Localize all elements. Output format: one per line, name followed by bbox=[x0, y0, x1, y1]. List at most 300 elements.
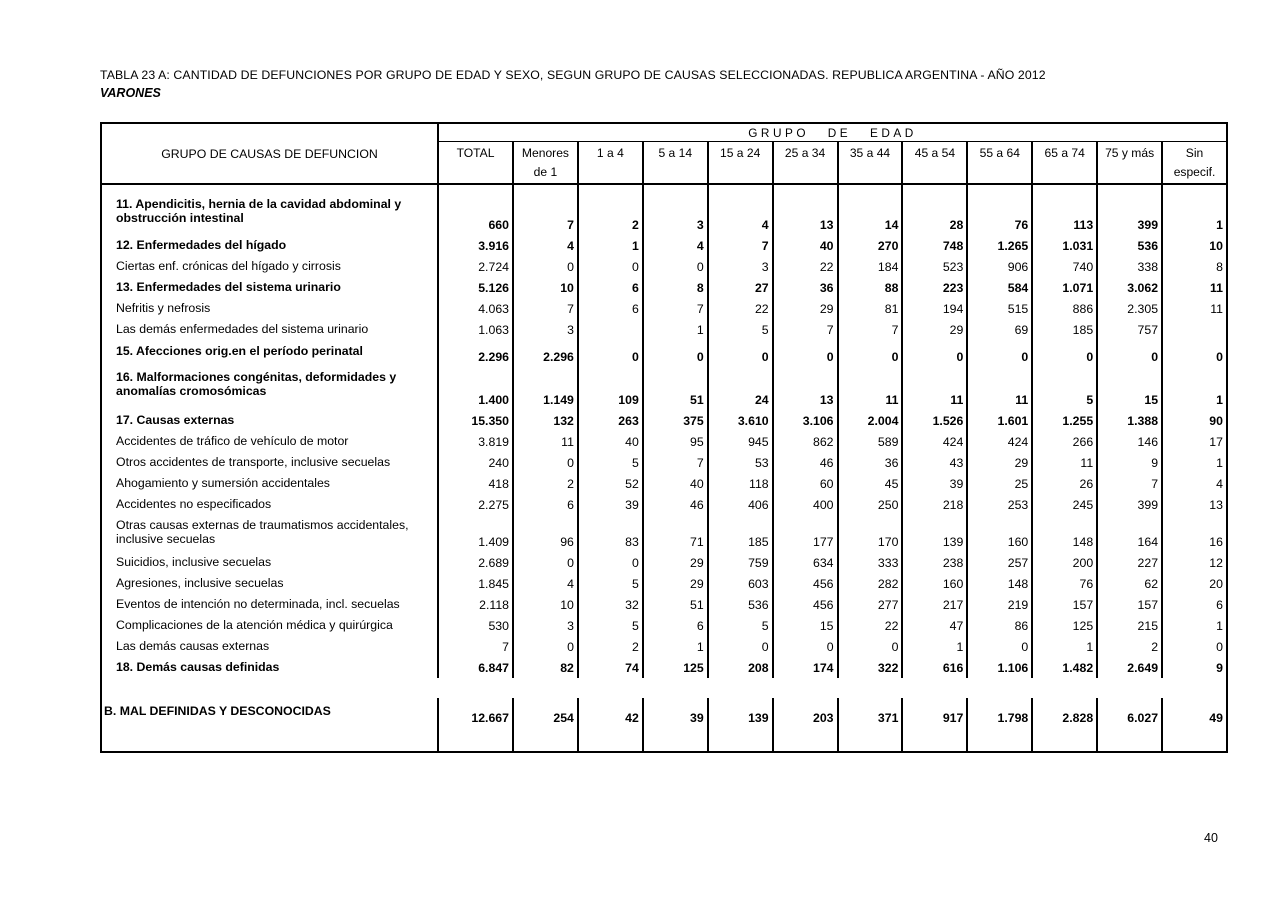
value-cell: 536 bbox=[707, 594, 772, 615]
value-cell: 5 bbox=[577, 452, 642, 473]
value-cell: 69 bbox=[966, 319, 1031, 340]
value-cell: 3.819 bbox=[437, 431, 512, 452]
value-cell: 148 bbox=[1031, 515, 1096, 552]
value-cell: 0 bbox=[1161, 340, 1226, 367]
value-cell: 6.027 bbox=[1096, 698, 1161, 728]
value-cell: 9 bbox=[1161, 657, 1226, 678]
value-cell: 76 bbox=[966, 185, 1031, 235]
value-cell: 125 bbox=[1031, 615, 1096, 636]
value-cell: 28 bbox=[901, 185, 966, 235]
value-cell: 43 bbox=[901, 452, 966, 473]
value-cell: 83 bbox=[577, 515, 642, 552]
value-cell: 266 bbox=[1031, 431, 1096, 452]
value-cell: 2 bbox=[1096, 636, 1161, 657]
value-cell: 215 bbox=[1096, 615, 1161, 636]
row-label: Eventos de intención no determinada, incl. secuelas bbox=[116, 597, 400, 611]
row-label: Complicaciones de la atención médica y quirúrgica bbox=[116, 618, 393, 632]
value-cell: 74 bbox=[577, 657, 642, 678]
value-cell: 160 bbox=[966, 515, 1031, 552]
value-cell: 4 bbox=[1161, 473, 1226, 494]
value-cell: 2.649 bbox=[1096, 657, 1161, 678]
value-cell: 1 bbox=[1161, 452, 1226, 473]
value-cell: 1.400 bbox=[437, 367, 512, 410]
value-cell: 45 bbox=[837, 473, 902, 494]
column-header: 55 a 64 bbox=[966, 142, 1031, 183]
value-cell: 0 bbox=[512, 452, 577, 473]
row-label: Las demás enfermedades del sistema urinario bbox=[116, 322, 369, 336]
row-label: 17. Causas externas bbox=[116, 413, 235, 427]
table-row bbox=[102, 698, 1226, 728]
filler-cell bbox=[1096, 728, 1161, 751]
filler-cell bbox=[772, 728, 837, 751]
value-cell: 36 bbox=[837, 452, 902, 473]
value-cell: 0 bbox=[642, 340, 707, 367]
value-cell: 0 bbox=[1161, 636, 1226, 657]
column-header: 1 a 4 bbox=[577, 142, 642, 183]
value-cell: 7 bbox=[437, 636, 512, 657]
table-row bbox=[102, 657, 1226, 678]
value-cell: 757 bbox=[1096, 319, 1161, 340]
value-cell: 4 bbox=[642, 235, 707, 256]
value-cell: 29 bbox=[642, 573, 707, 594]
value-cell: 1.149 bbox=[512, 367, 577, 410]
value-cell: 238 bbox=[901, 552, 966, 573]
value-cell: 7 bbox=[642, 452, 707, 473]
column-header: 15 a 24 bbox=[707, 142, 772, 183]
value-cell: 406 bbox=[707, 494, 772, 515]
value-cell: 0 bbox=[642, 256, 707, 277]
filler-cell bbox=[837, 728, 902, 751]
value-cell: 0 bbox=[707, 340, 772, 367]
table-body bbox=[102, 185, 1226, 751]
value-cell: 24 bbox=[707, 367, 772, 410]
value-cell: 1 bbox=[1161, 185, 1226, 235]
value-cell: 15.350 bbox=[437, 410, 512, 431]
table-row bbox=[102, 515, 1226, 552]
value-cell: 660 bbox=[437, 185, 512, 235]
row-label: Ciertas enf. crónicas del hígado y cirrosis bbox=[116, 259, 341, 273]
value-cell: 219 bbox=[966, 594, 1031, 615]
value-cell: 25 bbox=[966, 473, 1031, 494]
value-cell: 240 bbox=[437, 452, 512, 473]
value-cell: 2.275 bbox=[437, 494, 512, 515]
corner-header: GRUPO DE CAUSAS DE DEFUNCION bbox=[161, 146, 378, 161]
value-cell: 40 bbox=[772, 235, 837, 256]
value-cell: 6 bbox=[577, 277, 642, 298]
value-cell: 27 bbox=[707, 277, 772, 298]
table-row bbox=[102, 594, 1226, 615]
row-label: 12. Enfermedades del hígado bbox=[116, 238, 287, 252]
row-label: 16. Malformaciones congénitas, deformidades y anomalías cromosómicas bbox=[116, 370, 397, 398]
table-row bbox=[102, 431, 1226, 452]
value-cell: 20 bbox=[1161, 573, 1226, 594]
table-row bbox=[102, 256, 1226, 277]
value-cell: 10 bbox=[1161, 235, 1226, 256]
value-cell: 1.255 bbox=[1031, 410, 1096, 431]
value-cell: 6 bbox=[1161, 594, 1226, 615]
value-cell: 523 bbox=[901, 256, 966, 277]
value-cell: 13 bbox=[772, 185, 837, 235]
value-cell: 4 bbox=[512, 235, 577, 256]
value-cell: 399 bbox=[1096, 185, 1161, 235]
value-cell: 270 bbox=[837, 235, 902, 256]
value-cell: 2.296 bbox=[512, 340, 577, 367]
column-header: 25 a 34 bbox=[772, 142, 837, 183]
value-cell: 2.689 bbox=[437, 552, 512, 573]
value-cell: 7 bbox=[642, 298, 707, 319]
value-cell: 1.106 bbox=[966, 657, 1031, 678]
value-cell: 208 bbox=[707, 657, 772, 678]
value-cell: 185 bbox=[1031, 319, 1096, 340]
value-cell: 4 bbox=[512, 573, 577, 594]
page-subtitle: VARONES bbox=[100, 86, 161, 100]
value-cell: 1.526 bbox=[901, 410, 966, 431]
value-cell: 1 bbox=[901, 636, 966, 657]
value-cell: 1 bbox=[1031, 636, 1096, 657]
value-cell: 157 bbox=[1096, 594, 1161, 615]
row-label: B. MAL DEFINIDAS Y DESCONOCIDAS bbox=[104, 704, 331, 718]
value-cell: 5 bbox=[707, 615, 772, 636]
value-cell: 46 bbox=[772, 452, 837, 473]
value-cell: 12 bbox=[1161, 552, 1226, 573]
table-row bbox=[102, 573, 1226, 594]
value-cell: 76 bbox=[1031, 573, 1096, 594]
value-cell: 185 bbox=[707, 515, 772, 552]
value-cell: 424 bbox=[901, 431, 966, 452]
table-row bbox=[102, 494, 1226, 515]
value-cell: 7 bbox=[772, 319, 837, 340]
value-cell: 245 bbox=[1031, 494, 1096, 515]
value-cell bbox=[1161, 319, 1226, 340]
value-cell: 22 bbox=[837, 615, 902, 636]
value-cell: 90 bbox=[1161, 410, 1226, 431]
value-cell: 52 bbox=[577, 473, 642, 494]
value-cell: 515 bbox=[966, 298, 1031, 319]
value-cell: 7 bbox=[512, 298, 577, 319]
value-cell: 22 bbox=[707, 298, 772, 319]
column-header: Sin especif. bbox=[1161, 142, 1226, 183]
value-cell: 29 bbox=[642, 552, 707, 573]
value-cell: 886 bbox=[1031, 298, 1096, 319]
value-cell: 2.828 bbox=[1031, 698, 1096, 728]
value-cell: 11 bbox=[1161, 277, 1226, 298]
row-label: Otros accidentes de transporte, inclusive secuelas bbox=[116, 455, 391, 469]
value-cell: 6 bbox=[577, 298, 642, 319]
value-cell: 9 bbox=[1096, 452, 1161, 473]
value-cell: 13 bbox=[772, 367, 837, 410]
value-cell: 14 bbox=[837, 185, 902, 235]
value-cell: 118 bbox=[707, 473, 772, 494]
value-cell: 400 bbox=[772, 494, 837, 515]
value-cell: 125 bbox=[642, 657, 707, 678]
value-cell: 10 bbox=[512, 594, 577, 615]
value-cell: 0 bbox=[577, 256, 642, 277]
value-cell: 194 bbox=[901, 298, 966, 319]
value-cell: 0 bbox=[966, 636, 1031, 657]
value-cell: 148 bbox=[966, 573, 1031, 594]
value-cell: 456 bbox=[772, 573, 837, 594]
value-cell: 277 bbox=[837, 594, 902, 615]
value-cell: 759 bbox=[707, 552, 772, 573]
value-cell: 8 bbox=[1161, 256, 1226, 277]
table-row bbox=[102, 452, 1226, 473]
value-cell: 634 bbox=[772, 552, 837, 573]
value-cell: 1 bbox=[642, 636, 707, 657]
value-cell: 29 bbox=[772, 298, 837, 319]
value-cell: 170 bbox=[837, 515, 902, 552]
column-header: 75 y más bbox=[1096, 142, 1161, 183]
value-cell: 40 bbox=[577, 431, 642, 452]
value-cell: 11 bbox=[901, 367, 966, 410]
value-cell: 0 bbox=[837, 636, 902, 657]
column-header: TOTAL bbox=[437, 142, 512, 183]
value-cell: 1.265 bbox=[966, 235, 1031, 256]
value-cell: 1.482 bbox=[1031, 657, 1096, 678]
age-group-band-header: GRUPO DE EDAD bbox=[437, 124, 1226, 142]
value-cell: 51 bbox=[642, 594, 707, 615]
value-cell: 0 bbox=[512, 552, 577, 573]
value-cell: 16 bbox=[1161, 515, 1226, 552]
value-cell: 81 bbox=[837, 298, 902, 319]
value-cell: 263 bbox=[577, 410, 642, 431]
row-label: Suicidios, inclusive secuelas bbox=[116, 555, 272, 569]
value-cell: 371 bbox=[837, 698, 902, 728]
value-cell: 53 bbox=[707, 452, 772, 473]
value-cell: 0 bbox=[966, 340, 1031, 367]
value-cell: 1 bbox=[642, 319, 707, 340]
value-cell: 4 bbox=[707, 185, 772, 235]
value-cell: 0 bbox=[837, 340, 902, 367]
value-cell: 530 bbox=[437, 615, 512, 636]
value-cell: 95 bbox=[642, 431, 707, 452]
value-cell: 333 bbox=[837, 552, 902, 573]
value-cell: 86 bbox=[966, 615, 1031, 636]
value-cell: 338 bbox=[1096, 256, 1161, 277]
value-cell: 1.409 bbox=[437, 515, 512, 552]
value-cell: 0 bbox=[512, 256, 577, 277]
value-cell: 1.601 bbox=[966, 410, 1031, 431]
value-cell bbox=[577, 319, 642, 340]
value-cell: 3.610 bbox=[707, 410, 772, 431]
value-cell: 5 bbox=[707, 319, 772, 340]
table-row bbox=[102, 277, 1226, 298]
table-row bbox=[102, 298, 1226, 319]
table-header bbox=[102, 124, 1226, 185]
value-cell: 322 bbox=[837, 657, 902, 678]
value-cell: 0 bbox=[901, 340, 966, 367]
value-cell: 1.063 bbox=[437, 319, 512, 340]
value-cell: 399 bbox=[1096, 494, 1161, 515]
value-cell: 139 bbox=[707, 698, 772, 728]
value-cell: 906 bbox=[966, 256, 1031, 277]
value-cell: 0 bbox=[577, 340, 642, 367]
value-cell: 456 bbox=[772, 594, 837, 615]
filler-cell bbox=[1161, 728, 1226, 751]
value-cell: 4.063 bbox=[437, 298, 512, 319]
value-cell: 39 bbox=[577, 494, 642, 515]
value-cell: 8 bbox=[642, 277, 707, 298]
filler-row bbox=[102, 728, 1226, 751]
row-label: Ahogamiento y sumersión accidentales bbox=[116, 476, 330, 490]
filler-cell bbox=[577, 728, 642, 751]
value-cell: 253 bbox=[966, 494, 1031, 515]
value-cell: 12.667 bbox=[437, 698, 512, 728]
value-cell: 0 bbox=[1031, 340, 1096, 367]
value-cell: 22 bbox=[772, 256, 837, 277]
value-cell: 32 bbox=[577, 594, 642, 615]
value-cell: 11 bbox=[1031, 452, 1096, 473]
value-cell: 15 bbox=[772, 615, 837, 636]
value-cell: 184 bbox=[837, 256, 902, 277]
value-cell: 88 bbox=[837, 277, 902, 298]
value-cell: 7 bbox=[1096, 473, 1161, 494]
value-cell: 1.031 bbox=[1031, 235, 1096, 256]
value-cell: 257 bbox=[966, 552, 1031, 573]
value-cell: 164 bbox=[1096, 515, 1161, 552]
value-cell: 1 bbox=[577, 235, 642, 256]
row-label: Las demás causas externas bbox=[116, 639, 270, 653]
value-cell: 3.106 bbox=[772, 410, 837, 431]
value-cell: 82 bbox=[512, 657, 577, 678]
value-cell: 0 bbox=[707, 636, 772, 657]
value-cell: 11 bbox=[1161, 298, 1226, 319]
table-row bbox=[102, 552, 1226, 573]
value-cell: 11 bbox=[512, 431, 577, 452]
value-cell: 2 bbox=[577, 636, 642, 657]
value-cell: 139 bbox=[901, 515, 966, 552]
value-cell: 1.845 bbox=[437, 573, 512, 594]
value-cell: 200 bbox=[1031, 552, 1096, 573]
table-row bbox=[102, 367, 1226, 410]
table-row bbox=[102, 615, 1226, 636]
value-cell: 3 bbox=[512, 319, 577, 340]
value-cell: 2.118 bbox=[437, 594, 512, 615]
column-header: 35 a 44 bbox=[837, 142, 902, 183]
value-cell: 0 bbox=[512, 636, 577, 657]
value-cell: 2.305 bbox=[1096, 298, 1161, 319]
value-cell: 39 bbox=[642, 698, 707, 728]
value-cell: 29 bbox=[966, 452, 1031, 473]
value-cell: 218 bbox=[901, 494, 966, 515]
row-label: 18. Demás causas definidas bbox=[116, 660, 280, 674]
value-cell: 13 bbox=[1161, 494, 1226, 515]
value-cell: 177 bbox=[772, 515, 837, 552]
row-label: Nefritis y nefrosis bbox=[116, 301, 211, 315]
filler-cell bbox=[901, 728, 966, 751]
table-row bbox=[102, 473, 1226, 494]
value-cell: 146 bbox=[1096, 431, 1161, 452]
value-cell: 3.916 bbox=[437, 235, 512, 256]
value-cell: 5.126 bbox=[437, 277, 512, 298]
value-cell: 740 bbox=[1031, 256, 1096, 277]
value-cell: 40 bbox=[642, 473, 707, 494]
value-cell: 39 bbox=[901, 473, 966, 494]
value-cell: 29 bbox=[901, 319, 966, 340]
value-cell: 0 bbox=[772, 636, 837, 657]
filler-cell bbox=[437, 728, 512, 751]
filler-cell bbox=[512, 728, 577, 751]
value-cell: 1.388 bbox=[1096, 410, 1161, 431]
value-cell: 3.062 bbox=[1096, 277, 1161, 298]
row-label: Agresiones, inclusive secuelas bbox=[116, 576, 284, 590]
value-cell: 49 bbox=[1161, 698, 1226, 728]
value-cell: 109 bbox=[577, 367, 642, 410]
value-cell: 5 bbox=[1031, 367, 1096, 410]
value-cell: 250 bbox=[837, 494, 902, 515]
value-cell: 917 bbox=[901, 698, 966, 728]
value-cell: 96 bbox=[512, 515, 577, 552]
value-cell: 254 bbox=[512, 698, 577, 728]
value-cell: 7 bbox=[512, 185, 577, 235]
value-cell: 1 bbox=[1161, 615, 1226, 636]
filler-cell bbox=[102, 728, 437, 751]
value-cell: 113 bbox=[1031, 185, 1096, 235]
value-cell: 945 bbox=[707, 431, 772, 452]
value-cell: 46 bbox=[642, 494, 707, 515]
value-cell: 60 bbox=[772, 473, 837, 494]
table-row bbox=[102, 319, 1226, 340]
value-cell: 0 bbox=[1096, 340, 1161, 367]
row-label: 13. Enfermedades del sistema urinario bbox=[116, 280, 341, 294]
value-cell: 7 bbox=[707, 235, 772, 256]
column-header: Menores de 1 bbox=[512, 142, 577, 183]
value-cell: 36 bbox=[772, 277, 837, 298]
value-cell: 424 bbox=[966, 431, 1031, 452]
value-cell: 227 bbox=[1096, 552, 1161, 573]
value-cell: 15 bbox=[1096, 367, 1161, 410]
value-cell: 5 bbox=[577, 615, 642, 636]
row-label: Accidentes no especificados bbox=[116, 497, 272, 511]
column-header: 45 a 54 bbox=[901, 142, 966, 183]
filler-cell bbox=[642, 728, 707, 751]
value-cell: 3 bbox=[707, 256, 772, 277]
causes-of-death-table bbox=[100, 122, 1228, 753]
table-row bbox=[102, 636, 1226, 657]
value-cell: 223 bbox=[901, 277, 966, 298]
value-cell: 1.071 bbox=[1031, 277, 1096, 298]
value-cell: 2 bbox=[512, 473, 577, 494]
value-cell: 71 bbox=[642, 515, 707, 552]
value-cell: 51 bbox=[642, 367, 707, 410]
table-row bbox=[102, 235, 1226, 256]
value-cell: 6 bbox=[642, 615, 707, 636]
table-row bbox=[102, 340, 1226, 367]
value-cell: 2.296 bbox=[437, 340, 512, 367]
filler-cell bbox=[707, 728, 772, 751]
value-cell: 2.004 bbox=[837, 410, 902, 431]
filler-cell bbox=[1031, 728, 1096, 751]
row-label: Otras causas externas de traumatismos accidentales, inclusive secuelas bbox=[116, 518, 409, 546]
table-row bbox=[102, 410, 1226, 431]
value-cell: 7 bbox=[837, 319, 902, 340]
value-cell: 584 bbox=[966, 277, 1031, 298]
value-cell: 1.798 bbox=[966, 698, 1031, 728]
page-title: TABLA 23 A: CANTIDAD DE DEFUNCIONES POR GRUPO DE EDAD Y SEXO, SEGUN GRUPO DE CAUSAS SELECCIONADAS. REPUBLICA ARGENTINA - AÑO 2012 bbox=[100, 68, 1046, 82]
column-header: 65 a 74 bbox=[1031, 142, 1096, 183]
value-cell: 1 bbox=[1161, 367, 1226, 410]
value-cell: 203 bbox=[772, 698, 837, 728]
value-cell: 3 bbox=[512, 615, 577, 636]
value-cell: 160 bbox=[901, 573, 966, 594]
value-cell: 603 bbox=[707, 573, 772, 594]
value-cell: 6.847 bbox=[437, 657, 512, 678]
value-cell: 132 bbox=[512, 410, 577, 431]
filler-cell bbox=[966, 728, 1031, 751]
value-cell: 6 bbox=[512, 494, 577, 515]
value-cell: 26 bbox=[1031, 473, 1096, 494]
value-cell: 11 bbox=[837, 367, 902, 410]
value-cell: 0 bbox=[772, 340, 837, 367]
